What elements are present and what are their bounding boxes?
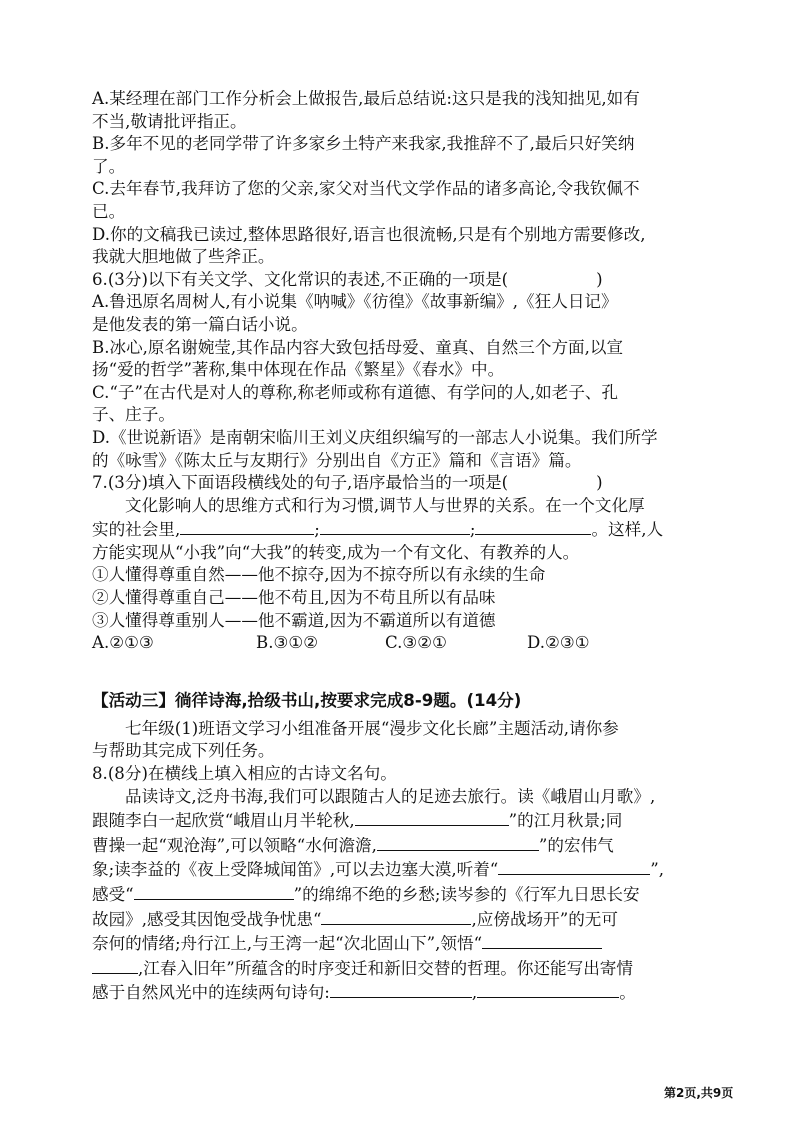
q6-option-d-line2: 的《咏雪》《陈太丘与友期行》分别出自《方正》篇和《言语》篇。: [92, 450, 582, 470]
q7-option-d[interactable]: D.②③①: [527, 633, 590, 653]
q8-blank-1[interactable]: [355, 808, 509, 826]
q8-blank-8[interactable]: [477, 980, 619, 998]
q5-option-c-line2: 已。: [92, 201, 126, 221]
q7-passage-start: 实的社会里,: [92, 520, 181, 540]
q7-passage-line1: 文化影响人的思维方式和行为习惯,调节人与世界的关系。在一个文化厚: [125, 495, 645, 515]
q8-blank-6b[interactable]: [92, 956, 138, 974]
q5-option-d-line1: D.你的文稿我已读过,整体思路很好,语言也很流畅,只是有个别地方需要修改,: [92, 224, 646, 244]
q8-blank-4[interactable]: [134, 882, 294, 900]
q7-blank-3[interactable]: [475, 517, 591, 535]
q6-option-b-line2: 扬“爱的哲学”著称,集中体现在作品《繁星》《春水》中。: [92, 360, 505, 380]
q8-line8: [92, 956, 714, 981]
q7-blank-2[interactable]: [320, 517, 470, 535]
q7-paren-close: ): [596, 473, 603, 493]
q8-line8-text-a: ,江春入旧年”所蕴含的时序变迁和新旧交替的哲理。你还能写出寄情: [138, 958, 633, 978]
q6-stem: [92, 269, 714, 292]
q8-stem: 8.(8分)在横线上填入相应的古诗文名句。: [92, 764, 397, 784]
q8-line3-text-b: ”的宏伟气: [538, 835, 614, 855]
q8-line7: [92, 931, 714, 956]
q8-line4: [92, 857, 714, 882]
q8-blank-2[interactable]: [377, 833, 539, 851]
q5-option-b-line2: 了。: [92, 156, 126, 176]
q8-line5-text-a: 感受“: [92, 885, 134, 904]
q6-option-a-line1: A.鲁迅原名周树人,有小说集《呐喊》《彷徨》《故事新编》,《狂人日记》: [92, 292, 618, 312]
q8-line9-text-a: 感于自然风光中的连续两句诗句:: [92, 983, 330, 1003]
q6-option-d-line1: D.《世说新语》是南朝宋临川王刘义庆组织编写的一部志人小说集。我们所学: [92, 427, 658, 447]
activity3-heading: 【活动三】徜徉诗海,拾级书山,按要求完成8-9题。(14分): [92, 690, 522, 710]
q7-option-a[interactable]: A.②①③: [92, 633, 154, 653]
q8-line9-text-b: ,: [471, 983, 478, 1003]
q8-line4-text-b: ”,: [650, 860, 665, 880]
q7-passage-line3: 方能实现从“小我”向“大我”的转变,成为一个有文化、有教养的人。: [92, 542, 580, 562]
q8-blank-3[interactable]: [498, 857, 650, 875]
q7-passage-line2: [92, 517, 714, 542]
q8-line2: [92, 808, 714, 833]
q5-option-c-line1: C.去年春节,我拜访了您的父亲,家父对当代文学作品的诸多高论,令我钦佩不: [92, 179, 640, 199]
q7-sentence-1: ①人懂得尊重自然——他不掠夺,因为不掠夺所以有永续的生命: [92, 565, 546, 585]
q7-blank-1[interactable]: [180, 517, 314, 535]
q7-sep-2: ;: [469, 520, 476, 540]
q7-sep-1: ;: [314, 520, 320, 540]
q6-option-a-line2: 是他发表的第一篇白话小说。: [92, 314, 308, 334]
q7-option-c[interactable]: C.③②①: [385, 633, 448, 653]
q8-line4-text-a: 象;读李益的《夜上受降城闻笛》,可以去边塞大漠,听着“: [92, 860, 499, 880]
q8-blank-6a[interactable]: [482, 931, 602, 949]
q8-line2-text-b: ”的江月秋景;同: [508, 811, 623, 831]
q8-line3: [92, 833, 714, 858]
q8-blank-5[interactable]: [321, 907, 471, 925]
q7-sentence-3: ③人懂得尊重别人——他不霸道,因为不霸道所以有道德: [92, 610, 496, 630]
q8-blank-7[interactable]: [330, 980, 472, 998]
q5-option-a-line2: 不当,敬请批评指正。: [92, 111, 247, 131]
q7-stem: [92, 472, 714, 495]
q6-option-b-line1: B.冰心,原名谢婉莹,其作品内容大致包括母爱、童真、自然三个方面,以宣: [92, 337, 624, 357]
q5-option-d-line2: 我就大胆地做了些斧正。: [92, 247, 275, 267]
q7-options: [92, 632, 714, 655]
q8-line5: [92, 882, 714, 907]
page-number: 第2页,共9页: [664, 1086, 734, 1100]
q6-paren-close: ): [596, 269, 603, 289]
q6-option-c-line2: 子、庄子。: [92, 405, 175, 425]
q8-line3-text-a: 曹操一起“观沧海”,可以领略“水何澹澹,: [92, 835, 377, 855]
q6-option-c-line1: C.“子”在古代是对人的尊称,称老师或称有道德、有学问的人,如老子、孔: [92, 382, 619, 402]
q7-option-b[interactable]: B.③①②: [256, 633, 319, 653]
q7-passage-end: 。这样,人: [591, 520, 664, 540]
activity3-intro-line2: 与帮助其完成下列任务。: [92, 741, 275, 761]
q8-line6-text-a: 故园》,感受其因饱受战争忧患“: [92, 909, 322, 929]
exam-page: [92, 88, 714, 1005]
activity3-intro-line1: 七年级(1)班语文学习小组准备开展“漫步文化长廊”主题活动,请你参: [125, 718, 619, 738]
q8-line6: [92, 907, 714, 932]
q8-line1: 品读诗文,泛舟书海,我们可以跟随古人的足迹去旅行。读《峨眉山月歌》,: [125, 786, 656, 806]
section-gap: [92, 655, 714, 689]
q8-line2-text-a: 跟随李白一起欣赏“峨眉山月半轮秋,: [92, 811, 355, 831]
q5-option-b-line1: B.多年不见的老同学带了许多家乡土特产来我家,我推辞不了,最后只好笑纳: [92, 134, 635, 154]
q8-line5-text-b: ”的绵绵不绝的乡愁;读岑参的《行军九日思长安: [293, 885, 640, 904]
q8-line9-text-c: 。: [619, 983, 636, 1003]
q6-stem-text: 6.(3分)以下有关文学、文化常识的表述,不正确的一项是(: [92, 269, 509, 289]
q8-line6-text-b: ,应傍战场开”的无可: [471, 909, 618, 929]
q5-option-a-line1: A.某经理在部门工作分析会上做报告,最后总结说:这只是我的浅知拙见,如有: [92, 89, 640, 108]
q8-line7-text-a: 奈何的情绪;舟行江上,与王湾一起“次北固山下”,领悟“: [92, 934, 483, 954]
q8-line9: [92, 980, 714, 1005]
q7-stem-text: 7.(3分)填入下面语段横线处的句子,语序最恰当的一项是(: [92, 473, 509, 493]
q7-sentence-2: ②人懂得尊重自己——他不苟且,因为不苟且所以有品味: [92, 588, 496, 608]
